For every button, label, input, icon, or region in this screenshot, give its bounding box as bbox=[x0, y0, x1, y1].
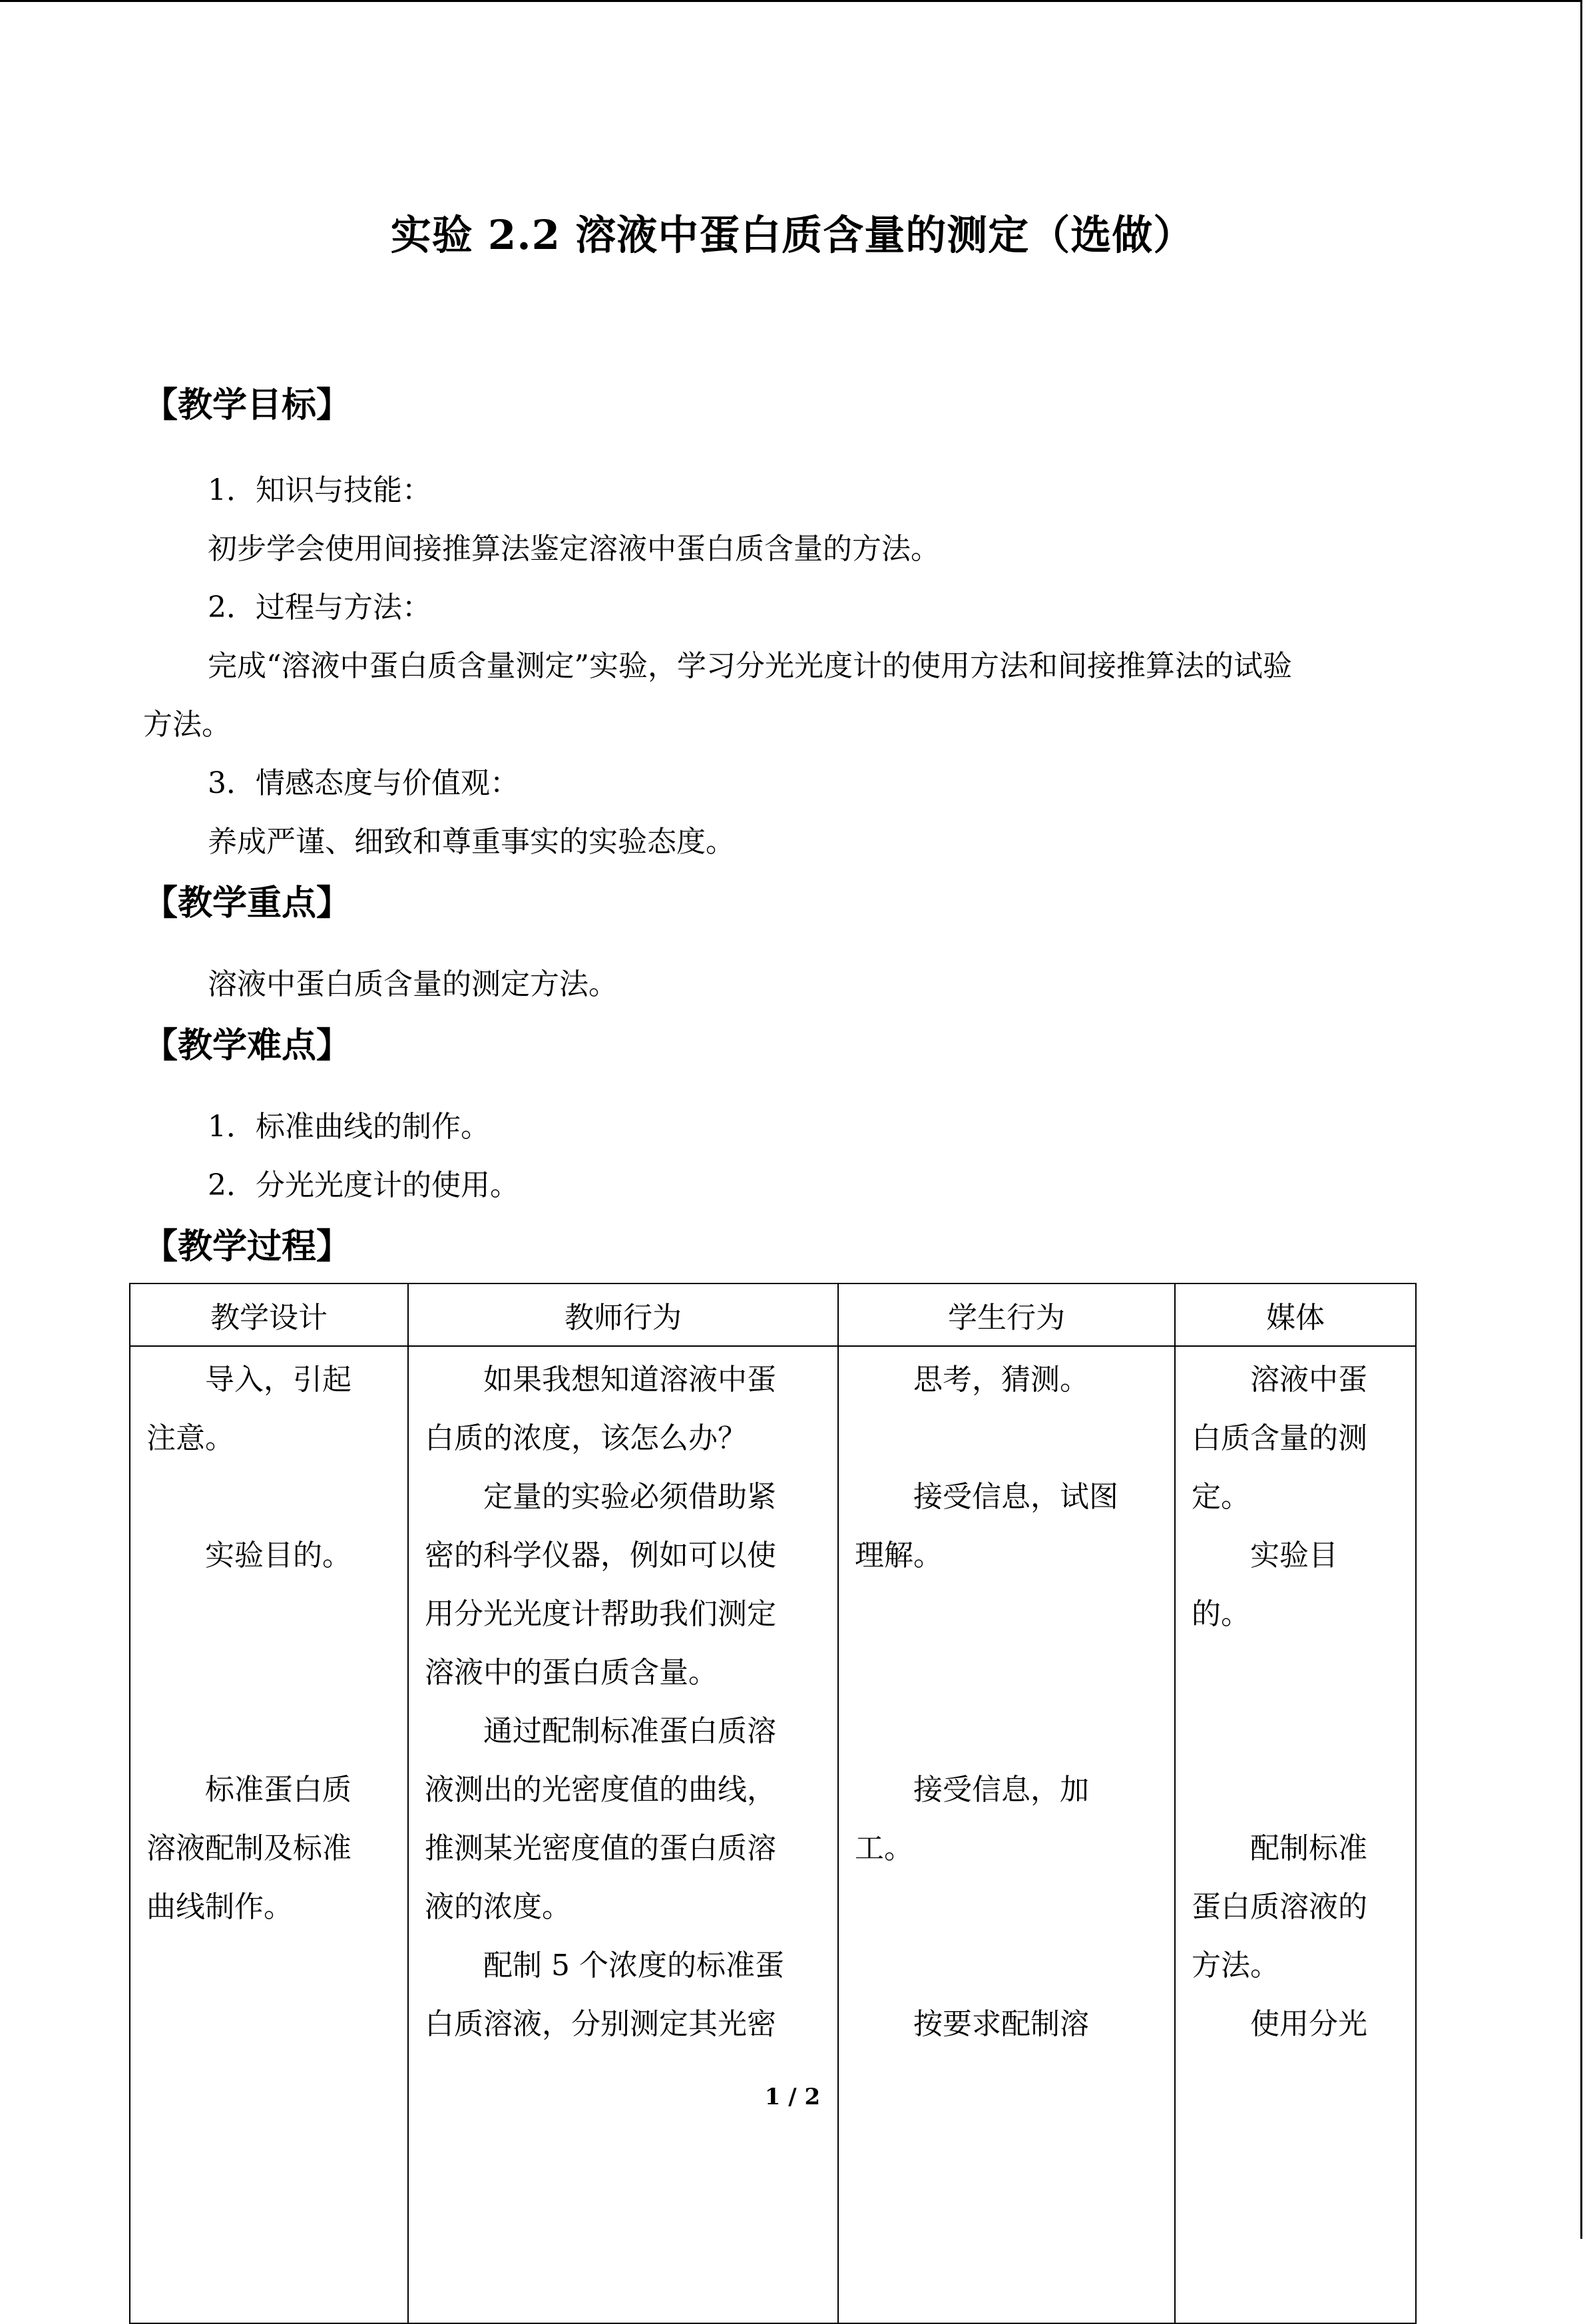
cell-text: 按要求配制溶 bbox=[913, 2007, 1089, 2041]
cell-text bbox=[1192, 1644, 1399, 1702]
cell-text: 定。 bbox=[1192, 1480, 1250, 1514]
cell-text bbox=[146, 1644, 391, 1702]
column-header: 媒体 bbox=[1175, 1283, 1416, 1346]
cell-text: 溶液配制及标准 bbox=[146, 1831, 351, 1865]
key-points-heading: 【教学重点】 bbox=[143, 883, 351, 923]
media-cell bbox=[1175, 1346, 1416, 2323]
difficulty-line: 2．分光光度计的使用。 bbox=[208, 1168, 519, 1202]
cell-text: 接受信息，试图 bbox=[913, 1480, 1118, 1514]
cell-text: 白质含量的测 bbox=[1192, 1421, 1367, 1455]
cell-text: 蛋白质溶液的 bbox=[1192, 1890, 1367, 1924]
objective-line: 1．知识与技能： bbox=[208, 473, 431, 507]
column-header: 学生行为 bbox=[838, 1283, 1175, 1346]
cell-text bbox=[855, 1878, 1158, 1937]
cell-text bbox=[146, 1995, 391, 2054]
design-cell bbox=[130, 1346, 408, 2323]
teacher-cell bbox=[408, 1346, 838, 2323]
cell-text bbox=[855, 1409, 1158, 1468]
cell-text: 定量的实验必须借助紧 bbox=[483, 1480, 776, 1514]
objective-line: 3．情感态度与价值观： bbox=[208, 766, 519, 800]
cell-text: 如果我想知道溶液中蛋 bbox=[483, 1363, 776, 1397]
cell-text bbox=[1192, 1761, 1399, 1819]
cell-text: 方法。 bbox=[1192, 1949, 1279, 1982]
cell-text: 溶液中蛋 bbox=[1250, 1363, 1367, 1397]
cell-text: 白质的浓度，该怎么办？ bbox=[425, 1421, 747, 1455]
table-row bbox=[130, 1346, 1416, 2323]
cell-text: 用分光光度计帮助我们测定 bbox=[425, 1597, 776, 1631]
cell-text: 的。 bbox=[1192, 1597, 1250, 1631]
objective-line: 完成“溶液中蛋白质含量测定”实验，学习分光光度计的使用方法和间接推算法的试验 bbox=[208, 649, 1292, 683]
objective-line: 2．过程与方法： bbox=[208, 590, 431, 624]
cell-text bbox=[855, 1937, 1158, 1995]
process-table bbox=[129, 1283, 1417, 2324]
objective-line: 方法。 bbox=[143, 708, 231, 742]
cell-text: 思考，猜测。 bbox=[913, 1363, 1089, 1397]
cell-text: 注意。 bbox=[146, 1421, 234, 1455]
cell-text: 工。 bbox=[855, 1831, 913, 1865]
difficulty-line: 1．标准曲线的制作。 bbox=[208, 1110, 490, 1144]
objectives-heading: 【教学目标】 bbox=[143, 385, 351, 425]
cell-text: 曲线制作。 bbox=[146, 1890, 293, 1924]
table-header-row bbox=[130, 1283, 1416, 1346]
cell-text: 导入，引起 bbox=[205, 1363, 351, 1397]
cell-text: 实验目的。 bbox=[205, 1538, 351, 1572]
column-header: 教师行为 bbox=[408, 1283, 838, 1346]
cell-text bbox=[855, 1585, 1158, 1644]
cell-text: 理解。 bbox=[855, 1538, 943, 1572]
student-cell bbox=[838, 1346, 1175, 2323]
cell-text: 使用分光 bbox=[1250, 2007, 1367, 2041]
cell-text: 实验目 bbox=[1250, 1538, 1338, 1572]
cell-text: 溶液中的蛋白质含量。 bbox=[425, 1656, 718, 1690]
cell-text: 推测某光密度值的蛋白质溶 bbox=[425, 1831, 776, 1865]
document-title: 实验 2.2 溶液中蛋白质含量的测定（选做） bbox=[390, 212, 1195, 259]
page-number: 1 / 2 bbox=[764, 2084, 821, 2110]
cell-text: 标准蛋白质 bbox=[205, 1773, 351, 1807]
cell-text bbox=[855, 1644, 1158, 1702]
cell-text bbox=[1192, 1702, 1399, 1761]
key-point-line: 溶液中蛋白质含量的测定方法。 bbox=[208, 967, 618, 1001]
difficulties-heading: 【教学难点】 bbox=[143, 1025, 351, 1066]
objective-line: 养成严谨、细致和尊重事实的实验态度。 bbox=[208, 825, 735, 859]
cell-text: 液的浓度。 bbox=[425, 1890, 571, 1924]
cell-text bbox=[146, 1585, 391, 1644]
process-heading: 【教学过程】 bbox=[143, 1226, 351, 1267]
cell-text bbox=[146, 1468, 391, 1526]
cell-text: 液测出的光密度值的曲线， bbox=[425, 1773, 776, 1807]
cell-text bbox=[146, 1702, 391, 1761]
cell-text bbox=[146, 1937, 391, 1995]
cell-text: 配制 5 个浓度的标准蛋 bbox=[483, 1949, 784, 1982]
objective-line: 初步学会使用间接推算法鉴定溶液中蛋白质含量的方法。 bbox=[208, 532, 940, 566]
cell-text: 白质溶液，分别测定其光密 bbox=[425, 2007, 776, 2041]
cell-text bbox=[855, 1702, 1158, 1761]
cell-text: 配制标准 bbox=[1250, 1831, 1367, 1865]
cell-text: 通过配制标准蛋白质溶 bbox=[483, 1714, 776, 1748]
cell-text: 密的科学仪器，例如可以使 bbox=[425, 1538, 776, 1572]
column-header: 教学设计 bbox=[130, 1283, 408, 1346]
cell-text: 接受信息，加 bbox=[913, 1773, 1089, 1807]
